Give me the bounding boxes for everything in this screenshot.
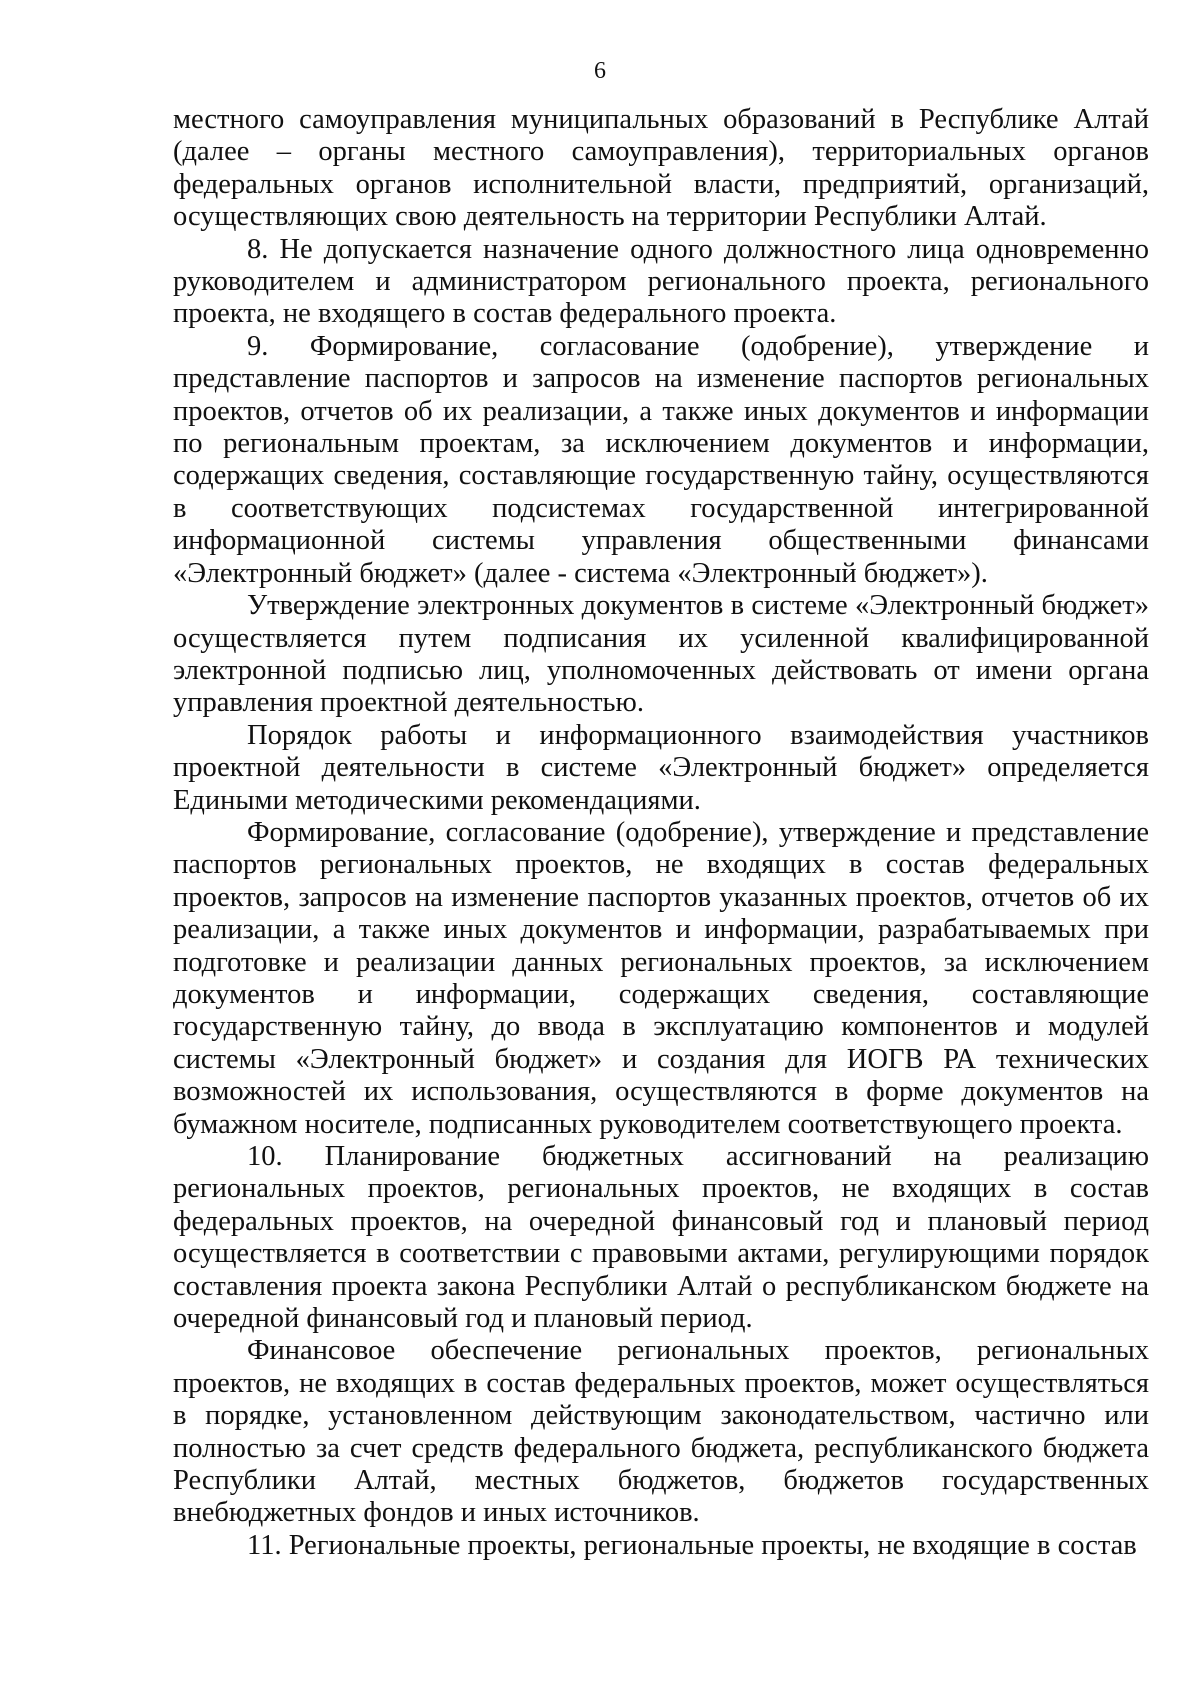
paragraph-approval-electronic: Утверждение электронных документов в системе «Электронный бюджет» осуществляется путем подписания их усиленной квалифицированной электронной подписью лиц, уполномоченных действовать от имени органа управления проектной деятельностью. — [173, 590, 1149, 719]
paragraph-work-procedure: Порядок работы и информационного взаимодействия участников проектной деятельности в системе «Электронный бюджет» определяется Едиными методическими рекомендациями. — [173, 719, 1149, 816]
paragraph-item-11: 11. Региональные проекты, региональные проекты, не входящие в состав — [247, 1529, 1137, 1561]
paragraph-financing: Финансовое обеспечение региональных проектов, региональных проектов, не входящих в состав федеральных проектов, может осуществляться в порядке, установленном действующим законодательством, частично или полностью за счет средств федерального бюджета, республиканского бюджета Республики Алтай, местных бюджетов, бюджетов государственных внебюджетных фондов и иных источников. — [173, 1335, 1149, 1529]
paragraph-item-9: 9. Формирование, согласование (одобрение), утверждение и представление паспортов и запросов на изменение паспортов региональных проектов, отчетов об их реализации, а также иных документов и информации по региональным проектам, за исключением документов и информации, содержащих сведения, составляющие государственную тайну, осуществляются в соответствующих подсистемах государственной интегрированной информационной системы управления общественными финансами «Электронный бюджет» (далее - система «Электронный бюджет»). — [173, 330, 1149, 589]
paragraph-paper-documents: Формирование, согласование (одобрение), утверждение и представление паспортов региональных проектов, не входящих в состав федеральных проектов, запросов на изменение паспортов указанных проектов, отчетов об их реализации, а также иных документов и информации, разрабатываемых при подготовке и реализации данных региональных проектов, за исключением документов и информации, содержащих сведения, составляющие государственную тайну, до ввода в эксплуатацию компонентов и модулей системы «Электронный бюджет» и создания для ИОГВ РА технических возможностей их использования, осуществляются в форме документов на бумажном носителе, подписанных руководителем соответствующего проекта. — [173, 816, 1149, 1140]
paragraph-item-10: 10. Планирование бюджетных ассигнований на реализацию региональных проектов, региональных проектов, не входящих в состав федеральных проектов, на очередной финансовый год и плановый период осуществляется в соответствии с правовыми актами, регулирующими порядок составления проекта закона Республики Алтай о республиканском бюджете на очередной финансовый год и плановый период. — [173, 1141, 1149, 1335]
document-body — [173, 104, 1149, 1562]
page-number: 6 — [594, 58, 606, 84]
paragraph-item-8: 8. Не допускается назначение одного должностного лица одновременно руководителем и администратором регионального проекта, регионального проекта, не входящего в состав федерального проекта. — [173, 233, 1149, 330]
paragraph-1: местного самоуправления муниципальных образований в Республике Алтай (далее – органы местного самоуправления), территориальных органов федеральных органов исполнительной власти, предприятий, организаций, осуществляющих свою деятельность на территории Республики Алтай. — [173, 104, 1149, 233]
